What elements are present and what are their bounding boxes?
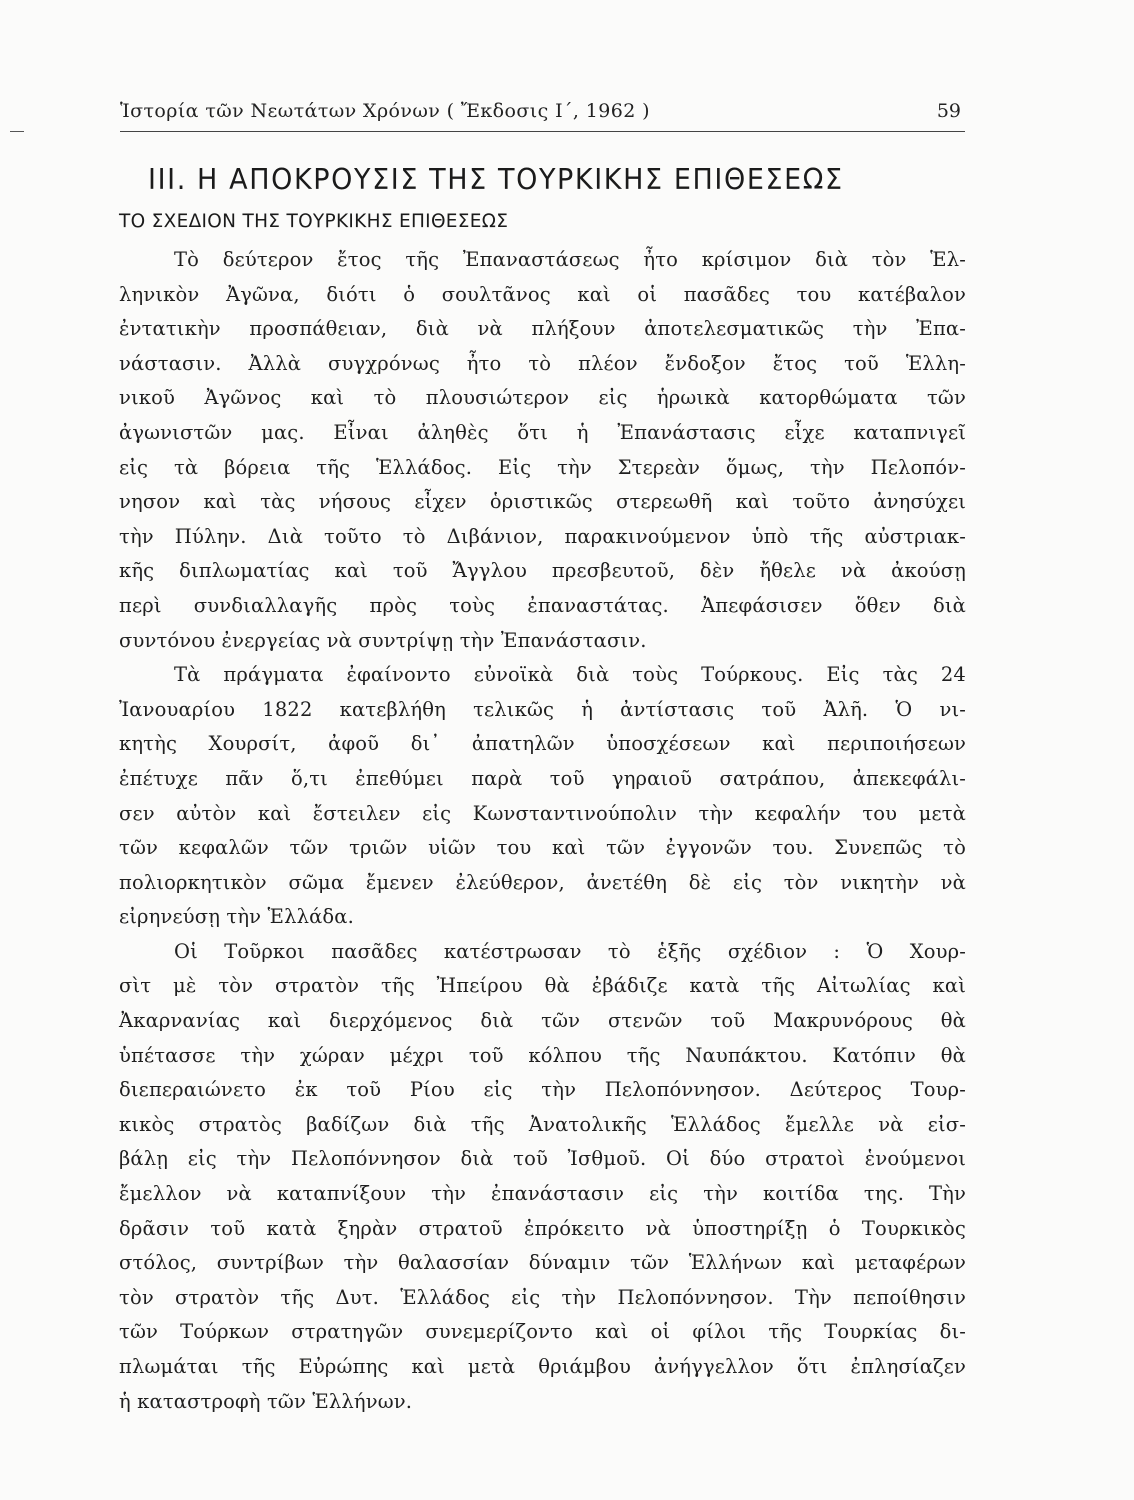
text-line: τῶν Τούρκων στρατηγῶν συνεμερίζοντο καὶ οἱ φίλοι τῆς Τουρκίας δι- [119, 1320, 966, 1344]
text-line: ληνικὸν Ἀγῶνα, διότι ὁ σουλτᾶνος καὶ οἱ πασᾶδες του κατέβαλον [119, 282, 966, 306]
chapter-title: III. Η ΑΠΟΚΡΟΥΣΙΣ ΤΗΣ ΤΟΥΡΚΙΚΗΣ ΕΠΙΘΕΣΕΩΣ [148, 164, 844, 197]
page-number: 59 [936, 100, 961, 122]
text-line: ἀγωνιστῶν μας. Εἶναι ἀληθὲς ὅτι ἡ Ἐπανάστασις εἶχε καταπνιγεῖ [119, 420, 966, 444]
text-line: δρᾶσιν τοῦ κατὰ ξηρὰν στρατοῦ ἐπρόκειτο νὰ ὑποστηρίξῃ ὁ Τουρκικὸς [119, 1216, 966, 1240]
text-line: ἐντατικὴν προσπάθειαν, διὰ νὰ πλήξουν ἀποτελεσματικῶς τὴν Ἐπα- [119, 317, 966, 341]
text-line: βάλῃ εἰς τὴν Πελοπόννησον διὰ τοῦ Ἰσθμοῦ. Οἱ δύο στρατοὶ ἑνούμενοι [119, 1147, 966, 1171]
text-line: πλωμάται τῆς Εὐρώπης καὶ μετὰ θριάμβου ἀνήγγελλον ὅτι ἐπλησίαζεν [119, 1355, 966, 1378]
body-text [119, 243, 966, 1419]
running-head-title: Ἱστορία τῶν Νεωτάτων Χρόνων ( Ἔκδοσις Ι΄, 1962 ) [120, 100, 650, 122]
text-line: κητὴς Χουρσίτ, ἀφοῦ δι᾽ ἀπατηλῶν ὑποσχέσεων καὶ περιποιήσεων [119, 732, 966, 756]
header-rule [120, 131, 965, 132]
text-line: Τὸ δεύτερον ἔτος τῆς Ἐπαναστάσεως ἦτο κρίσιμον διὰ τὸν Ἑλ- [174, 248, 966, 271]
text-line: Ἰανουαρίου 1822 κατεβλήθη τελικῶς ἡ ἀντίστασις τοῦ Ἀλῆ. Ὁ νι- [119, 697, 966, 721]
text-line: περὶ συνδιαλλαγῆς πρὸς τοὺς ἐπαναστάτας. Ἀπεφάσισεν ὅθεν διὰ [119, 593, 966, 617]
text-line: συντόνου ἐνεργείας νὰ συντρίψῃ τὴν Ἐπανάστασιν. [119, 628, 647, 652]
paragraph [119, 658, 966, 935]
text-line: νάστασιν. Ἀλλὰ συγχρόνως ἦτο τὸ πλέον ἔνδοξον ἔτος τοῦ Ἑλλη- [119, 351, 966, 375]
text-line: εἰρηνεύσῃ τὴν Ἑλλάδα. [119, 905, 354, 929]
text-line: στόλος, συντρίβων τὴν θαλασσίαν δύναμιν τῶν Ἑλλήνων καὶ μεταφέρων [119, 1251, 966, 1275]
paragraph [119, 243, 966, 658]
text-line: ὑπέτασσε τὴν χώραν μέχρι τοῦ κόλπου τῆς Ναυπάκτου. Κατόπιν θὰ [119, 1043, 966, 1067]
text-line: νικοῦ Ἀγῶνος καὶ τὸ πλουσιώτερον εἰς ἡρωικὰ κατορθώματα τῶν [119, 386, 966, 410]
text-line: εἰς τὰ βόρεια τῆς Ἑλλάδος. Εἰς τὴν Στερεὰν ὅμως, τὴν Πελοπόν- [119, 455, 966, 479]
text-line: ἐπέτυχε πᾶν ὅ,τι ἐπεθύμει παρὰ τοῦ γηραιοῦ σατράπου, ἀπεκεφάλι- [119, 766, 966, 790]
text-line: τὸν στρατὸν τῆς Δυτ. Ἑλλάδος εἰς τὴν Πελοπόννησον. Τὴν πεποίθησιν [119, 1285, 966, 1309]
text-line: Οἱ Τοῦρκοι πασᾶδες κατέστρωσαν τὸ ἑξῆς σχέδιον : Ὁ Χουρ- [174, 939, 966, 963]
section-title: ΤΟ ΣΧΕΔΙΟΝ ΤΗΣ ΤΟΥΡΚΙΚΗΣ ΕΠΙΘΕΣΕΩΣ [119, 211, 509, 232]
text-line: ἡ καταστροφὴ τῶν Ἑλλήνων. [119, 1389, 413, 1413]
text-line: κῆς διπλωματίας καὶ τοῦ Ἄγγλου πρεσβευτοῦ, δὲν ἤθελε νὰ ἀκούσῃ [119, 559, 966, 583]
text-line: τὴν Πύλην. Διὰ τοῦτο τὸ Διβάνιον, παρακινούμενον ὑπὸ τῆς αὐστριακ- [119, 524, 966, 548]
text-line: κικὸς στρατὸς βαδίζων διὰ τῆς Ἀνατολικῆς Ἑλλάδος ἔμελλε νὰ εἰσ- [119, 1112, 966, 1136]
text-line: Ἀκαρνανίας καὶ διερχόμενος διὰ τῶν στενῶν τοῦ Μακρυνόρους θὰ [119, 1009, 966, 1033]
text-line: Τὰ πράγματα ἐφαίνοντο εὐνοϊκὰ διὰ τοὺς Τούρκους. Εἰς τὰς 24 [174, 663, 966, 687]
running-head [120, 100, 965, 140]
text-line: τῶν κεφαλῶν τῶν τριῶν υἱῶν του καὶ τῶν ἐγγονῶν του. Συνεπῶς τὸ [119, 836, 966, 860]
text-line: ἔμελλον νὰ καταπνίξουν τὴν ἐπανάστασιν εἰς τὴν κοιτίδα της. Τὴν [119, 1182, 966, 1206]
text-line: νησον καὶ τὰς νήσους εἶχεν ὁριστικῶς στερεωθῆ καὶ τοῦτο ἀνησύχει [119, 490, 966, 514]
margin-dash [10, 131, 24, 132]
text-line: πολιορκητικὸν σῶμα ἔμενεν ἐλεύθερον, ἀνετέθη δὲ εἰς τὸν νικητὴν νὰ [119, 870, 966, 894]
text-line: σὶτ μὲ τὸν στρατὸν τῆς Ἠπείρου θὰ ἐβάδιζε κατὰ τῆς Αἰτωλίας καὶ [119, 974, 966, 998]
paragraph [119, 935, 966, 1419]
text-line: διεπεραιώνετο ἐκ τοῦ Ρίου εἰς τὴν Πελοπόννησον. Δεύτερος Τουρ- [119, 1078, 966, 1102]
text-line: σεν αὐτὸν καὶ ἔστειλεν εἰς Κωνσταντινούπολιν τὴν κεφαλήν του μετὰ [119, 801, 966, 825]
